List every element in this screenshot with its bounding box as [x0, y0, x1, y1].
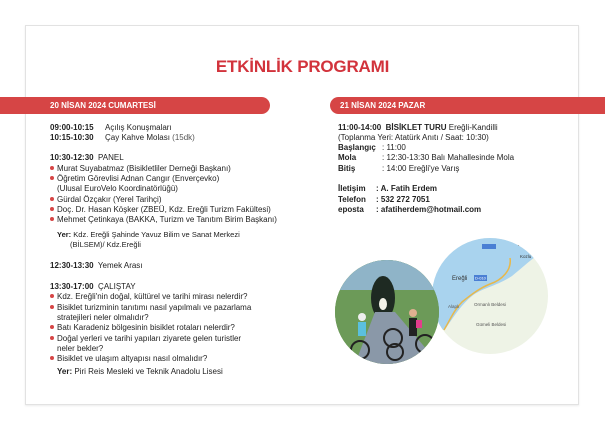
day1-header-text: 20 NİSAN 2024 CUMARTESİ — [50, 101, 156, 110]
time: 13:30-17:00 — [50, 282, 94, 291]
lunch-row — [50, 261, 143, 271]
list-item: Doç. Dr. Hasan Köşker (ZBEÜ, Kdz. Ereğli Turizm Fakültesi) — [50, 205, 271, 215]
panel-row — [50, 153, 124, 163]
time: 10:15-10:30 — [50, 133, 94, 142]
event: PANEL — [98, 153, 124, 162]
time: 12:30-13:30 — [50, 261, 94, 270]
contact-name: İletişim : A. Fatih Erdem — [338, 184, 438, 193]
panel-venue: Yer: Kdz. Ereğli Şahinde Yavuz Bilim ve Sanat Merkezi — [57, 230, 240, 239]
contact-phone: Telefon : 532 272 7051 — [338, 195, 430, 204]
svg-text:Zonguldak: Zonguldak — [518, 242, 542, 248]
day1-header — [0, 97, 270, 114]
list-item: Bisiklet turizminin tanıtımı nasıl yapılmalı ve pazarlama — [50, 303, 251, 313]
schedule-start: Başlangıç : 11:00 — [338, 143, 406, 152]
opening-row — [50, 123, 172, 133]
page-title: ETKİNLİK PROGRAMI — [215, 57, 390, 76]
route-map — [432, 238, 548, 354]
list-item: Murat Suyabatmaz (Bisikletliler Derneği Başkanı) — [50, 164, 231, 174]
contact-email[interactable]: eposta : afatiherdem@hotmail.com — [338, 205, 482, 214]
svg-text:Gümeli Beldesi: Gümeli Beldesi — [476, 322, 507, 327]
event: Çay Kahve Molası — [105, 133, 170, 142]
list-item: Doğal yerleri ve tarihi yapıları ziyarete gelen turistler — [50, 334, 241, 344]
list-item: Bisiklet ve ulaşım altyapısı nasıl olmalıdır? — [50, 354, 207, 364]
time: 10:30-12:30 — [50, 153, 94, 162]
svg-text:D-010: D-010 — [475, 275, 486, 281]
list-item: Batı Karadeniz bölgesinin bisiklet rotaları nelerdir? — [50, 323, 235, 333]
tour-meeting: (Toplanma Yeri: Atatürk Anıtı / Saat: 10:30) — [338, 133, 489, 142]
event: ÇALIŞTAY — [98, 282, 136, 291]
list-item: Gürdal Özçakır (Yerel Tarihçi) — [50, 195, 161, 205]
svg-text:Ormanlı Beldesi: Ormanlı Beldesi — [474, 302, 507, 307]
time: 09:00-10:15 — [50, 123, 94, 132]
event: Açılış Konuşmaları — [105, 123, 172, 132]
schedule-break: Mola : 12:30-13:30 Balı Mahallesinde Mola — [338, 153, 515, 162]
list-item-cont: stratejileri neler olmalıdır? — [57, 313, 149, 322]
schedule-end: Bitiş : 14:00 Ereğli'ye Varış — [338, 164, 460, 173]
note: (15dk) — [172, 133, 195, 142]
workshop-venue: Yer: Piri Reis Mesleki ve Teknik Anadolu Lisesi — [57, 367, 223, 376]
svg-text:Alaplı: Alaplı — [448, 304, 460, 309]
break-row — [50, 133, 195, 143]
svg-text:Kozlu: Kozlu — [520, 254, 532, 259]
day2-header — [330, 97, 605, 114]
list-item-cont: neler bekler? — [57, 344, 104, 353]
event: Yemek Arası — [97, 261, 143, 270]
list-item-cont: (Ulusal EuroVelo Koordinatörlüğü) — [57, 184, 178, 193]
tour-row: 11:00-14:00 BİSİKLET TURU Ereğli-Kandilli — [338, 123, 498, 132]
list-item: Mehmet Çetinkaya (BAKKA, Turizm ve Tanıtım Birim Başkanı) — [50, 215, 277, 225]
panel-venue-cont: (BİLSEM)/ Kdz.Ereğli — [70, 240, 141, 249]
cyclists-photo — [335, 260, 439, 364]
list-item: Kdz. Ereğli'nin doğal, kültürel ve tarihi mirası nelerdir? — [50, 292, 248, 302]
day2-header-text: 21 NİSAN 2024 PAZAR — [340, 101, 426, 110]
svg-text:Ereğli: Ereğli — [452, 276, 468, 282]
workshop-row — [50, 282, 136, 292]
list-item: Öğretim Görevlisi Adnan Cangır (Enverçevko) — [50, 174, 219, 184]
